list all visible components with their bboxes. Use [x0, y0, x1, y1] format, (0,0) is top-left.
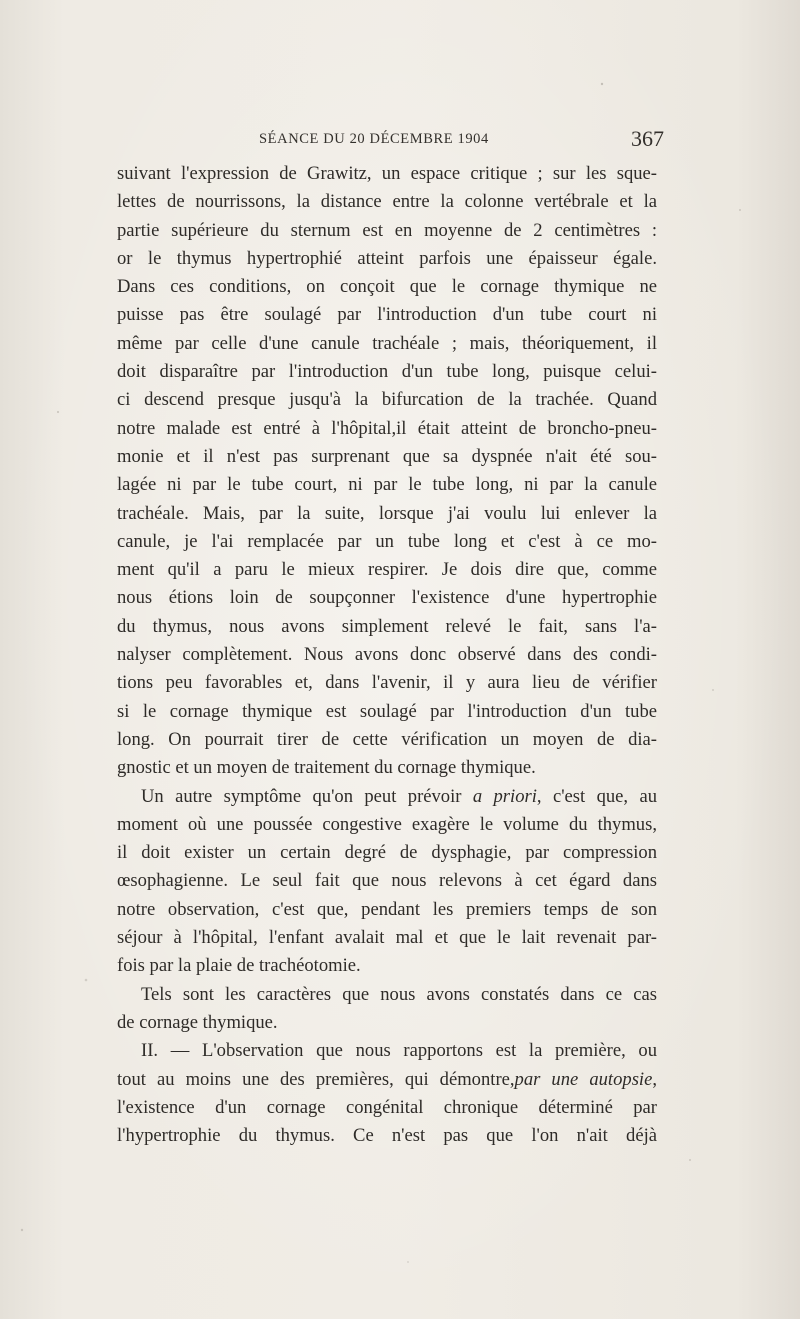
- text-line: suivant l'expression de Grawitz, un espace critique ; sur les sque-: [117, 163, 657, 184]
- text-line: trachéale. Mais, par la suite, lorsque j'ai voulu lui enlever la: [117, 502, 657, 524]
- page-number: 367: [631, 126, 664, 151]
- text-line: œsophagienne. Le seul fait que nous relevons à cet égard dans: [117, 870, 657, 892]
- text-line-with-italic: [117, 1066, 657, 1094]
- text-line: de cornage thymique.: [117, 1011, 278, 1033]
- text-line: si le cornage thymique est soulagé par l'introduction d'un tube: [117, 700, 657, 722]
- text-line: même par celle d'une canule trachéale ; mais, théoriquement, il: [117, 332, 657, 354]
- text-line: l'existence d'un cornage congénital chronique déterminé par: [117, 1096, 657, 1118]
- text-line: long. On pourrait tirer de cette vérification un moyen de dia-: [117, 728, 657, 750]
- text-line: notre observation, c'est que, pendant les premiers temps de son: [117, 898, 657, 920]
- text-line: Dans ces conditions, on conçoit que le cornage thymique ne: [117, 276, 657, 298]
- paragraph-2-first-line: [117, 783, 657, 811]
- body-text: [117, 160, 657, 1150]
- text-line: du thymus, nous avons simplement relevé le fait, sans l'a-: [117, 615, 657, 637]
- text-line: lagée ni par le tube court, ni par le tube long, ni par la canule: [117, 474, 657, 496]
- text-line: nalyser complètement. Nous avons donc observé dans des condi-: [117, 644, 657, 666]
- text-line: moment où une poussée congestive exagère le volume du thymus,: [117, 813, 657, 835]
- text-line: tions peu favorables et, dans l'avenir, il y aura lieu de vérifier: [117, 672, 657, 694]
- text-line: notre malade est entré à l'hôpital,il était atteint de broncho-pneu-: [117, 417, 657, 439]
- text-line: monie et il n'est pas surprenant que sa dyspnée n'ait été sou-: [117, 445, 657, 467]
- text-line: partie supérieure du sternum est en moyenne de 2 centimètres :: [117, 219, 657, 241]
- text-line: or le thymus hypertrophié atteint parfois une épaisseur égale.: [117, 247, 657, 269]
- text-line: puisse pas être soulagé par l'introduction d'un tube court ni: [117, 304, 657, 326]
- text-run: Un autre symptôme qu'on peut prévoir: [141, 785, 473, 807]
- text-line: l'hypertrophie du thymus. Ce n'est pas que l'on n'ait déjà: [117, 1125, 657, 1147]
- text-line: ment qu'il a paru le mieux respirer. Je dois dire que, comme: [117, 559, 657, 581]
- text-line: lettes de nourrissons, la distance entre la colonne vertébrale et la: [117, 191, 657, 213]
- running-head: [118, 128, 678, 154]
- text-line: doit disparaître par l'introduction d'un tube long, puisque celui-: [117, 361, 657, 383]
- text-run: , c'est que, au: [536, 785, 657, 807]
- italic-term: a priori: [472, 785, 537, 807]
- italic-term: par une autopsie: [514, 1068, 653, 1090]
- running-title: SÉANCE DU 20 DÉCEMBRE 1904: [259, 131, 489, 147]
- text-line: gnostic et un moyen de traitement du cornage thymique.: [117, 757, 536, 779]
- text-line: Tels sont les caractères que nous avons constatés dans ce cas: [141, 983, 657, 1005]
- text-line: fois par la plaie de trachéotomie.: [117, 955, 361, 977]
- text-line: ci descend presque jusqu'à la bifurcation de la trachée. Quand: [117, 389, 657, 411]
- section-ii-first-line: II. — L'observation que nous rapportons est la première, ou: [141, 1040, 657, 1062]
- text-line: nous étions loin de soupçonner l'existence d'une hypertrophie: [117, 587, 657, 609]
- text-line: séjour à l'hôpital, l'enfant avalait mal et que le lait revenait par-: [117, 927, 657, 949]
- text-run: ,: [652, 1068, 658, 1090]
- text-run: tout au moins une des premières, qui démontre,: [117, 1068, 515, 1090]
- text-line: canule, je l'ai remplacée par un tube long et c'est à ce mo-: [117, 530, 657, 552]
- text-line: il doit exister un certain degré de dysphagie, par compression: [117, 842, 657, 864]
